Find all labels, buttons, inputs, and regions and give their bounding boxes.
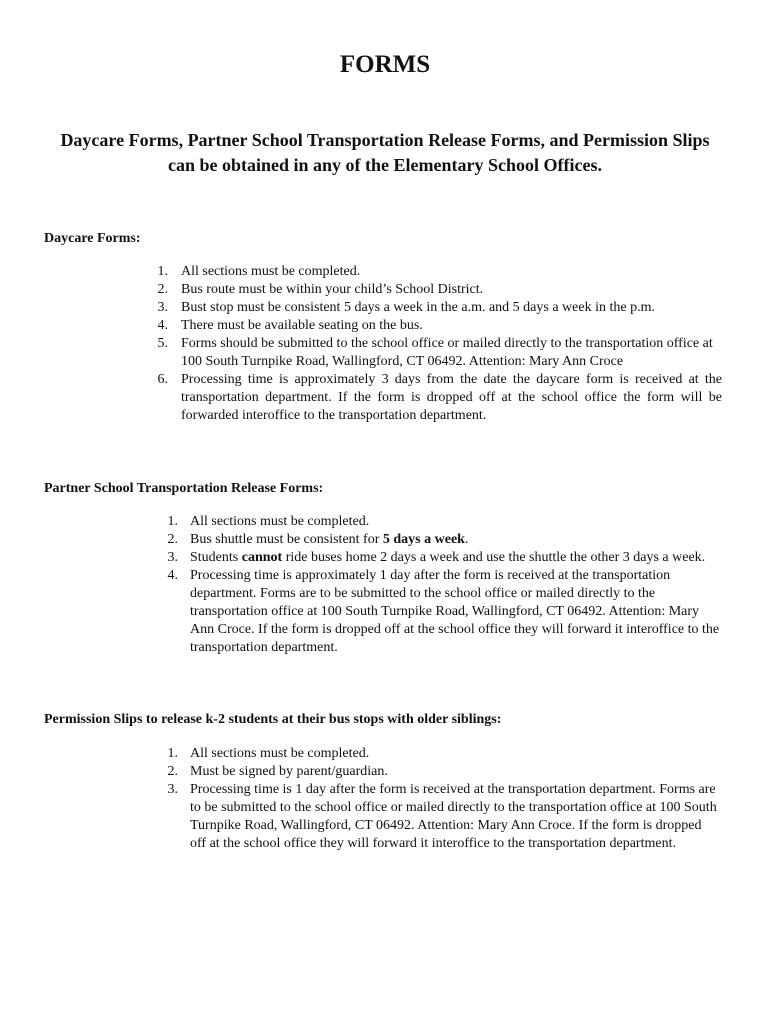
item-text-part: ride buses home 2 days a week and use the shuttle the other 3 days a week. — [282, 550, 706, 565]
item-text: Bus route must be within your child’s School District. — [181, 282, 484, 297]
list-item — [161, 745, 721, 763]
page-title: FORMS — [339, 51, 431, 78]
permission-slips-list — [161, 745, 721, 853]
item-text-part: Students — [190, 550, 242, 565]
item-text: All sections must be completed. — [190, 514, 370, 529]
list-item — [152, 281, 722, 299]
item-number: 4. — [167, 568, 178, 583]
intro-text: Daycare Forms, Partner School Transportation Release Forms, and Permission Slips can be obtained in any of the Elementary School Offices. — [60, 130, 710, 175]
item-text: Forms should be submitted to the school office or mailed directly to the transportation office at 100 South Turnpike Road, Wallingford, CT 06492. Attention: Mary Ann Croce — [181, 336, 713, 369]
item-number: 2. — [157, 282, 168, 297]
item-text — [190, 549, 721, 567]
list-item — [161, 549, 721, 567]
item-text: Processing time is approximately 1 day after the form is received at the transportation department. Forms are to be submitted to the school office or mailed directly to the transportation office at 100 South Turnpike Road, Wallingford, CT 06492. Attention: Mary Ann Croce. If the form is dropped off at the school office they will forward it interoffice to the transportation department. — [190, 568, 720, 655]
item-number: 2. — [167, 532, 178, 547]
item-number: 1. — [167, 746, 178, 761]
list-item — [161, 513, 721, 531]
item-text: All sections must be completed. — [181, 264, 361, 279]
item-text-part: Bus shuttle must be consistent for — [190, 532, 383, 547]
item-text-part: . — [464, 532, 469, 547]
item-text: There must be available seating on the bus. — [181, 318, 423, 333]
item-number: 1. — [157, 264, 168, 279]
item-text-emphasis: 5 days a week — [382, 532, 465, 547]
partner-school-forms-list — [161, 513, 721, 657]
item-number: 6. — [157, 372, 168, 387]
list-item — [152, 335, 722, 371]
item-number: 3. — [167, 782, 178, 797]
list-item — [152, 317, 722, 335]
item-number: 5. — [157, 336, 168, 351]
item-number: 1. — [167, 514, 178, 529]
daycare-forms-heading: Daycare Forms: — [44, 231, 141, 246]
item-text: Processing time is 1 day after the form is received at the transportation department. Forms are to be submitted to the school office or mailed directly to the transportation office at 100 South Turnpike Road, Wallingford, CT 06492. Attention: Mary Ann Croce. If the form is dropped off at the school office they will forward it interoffice to the transportation department. — [190, 782, 717, 851]
item-text: All sections must be completed. — [190, 746, 370, 761]
item-text: Must be signed by parent/guardian. — [190, 764, 388, 779]
item-text-emphasis: cannot — [241, 550, 283, 565]
list-item — [152, 263, 722, 281]
item-number: 4. — [157, 318, 168, 333]
item-text — [190, 531, 721, 549]
list-item — [161, 567, 721, 657]
list-item — [161, 781, 721, 853]
permission-slips-heading: Permission Slips to release k-2 students at their bus stops with older siblings: — [44, 712, 502, 727]
list-item — [161, 531, 721, 549]
daycare-forms-list — [152, 263, 722, 425]
list-item — [161, 763, 721, 781]
item-text: Bust stop must be consistent 5 days a week in the a.m. and 5 days a week in the p.m. — [181, 300, 655, 315]
list-item — [152, 299, 722, 317]
item-number: 3. — [167, 550, 178, 565]
list-item — [152, 371, 722, 425]
item-number: 2. — [167, 764, 178, 779]
item-text: Processing time is approximately 3 days from the date the daycare form is received at the transportation department. If the form is dropped off at the school office the form will be forwarded interoffice to the transportation department. — [181, 372, 722, 423]
item-number: 3. — [157, 300, 168, 315]
partner-school-forms-heading: Partner School Transportation Release Forms: — [44, 481, 324, 496]
